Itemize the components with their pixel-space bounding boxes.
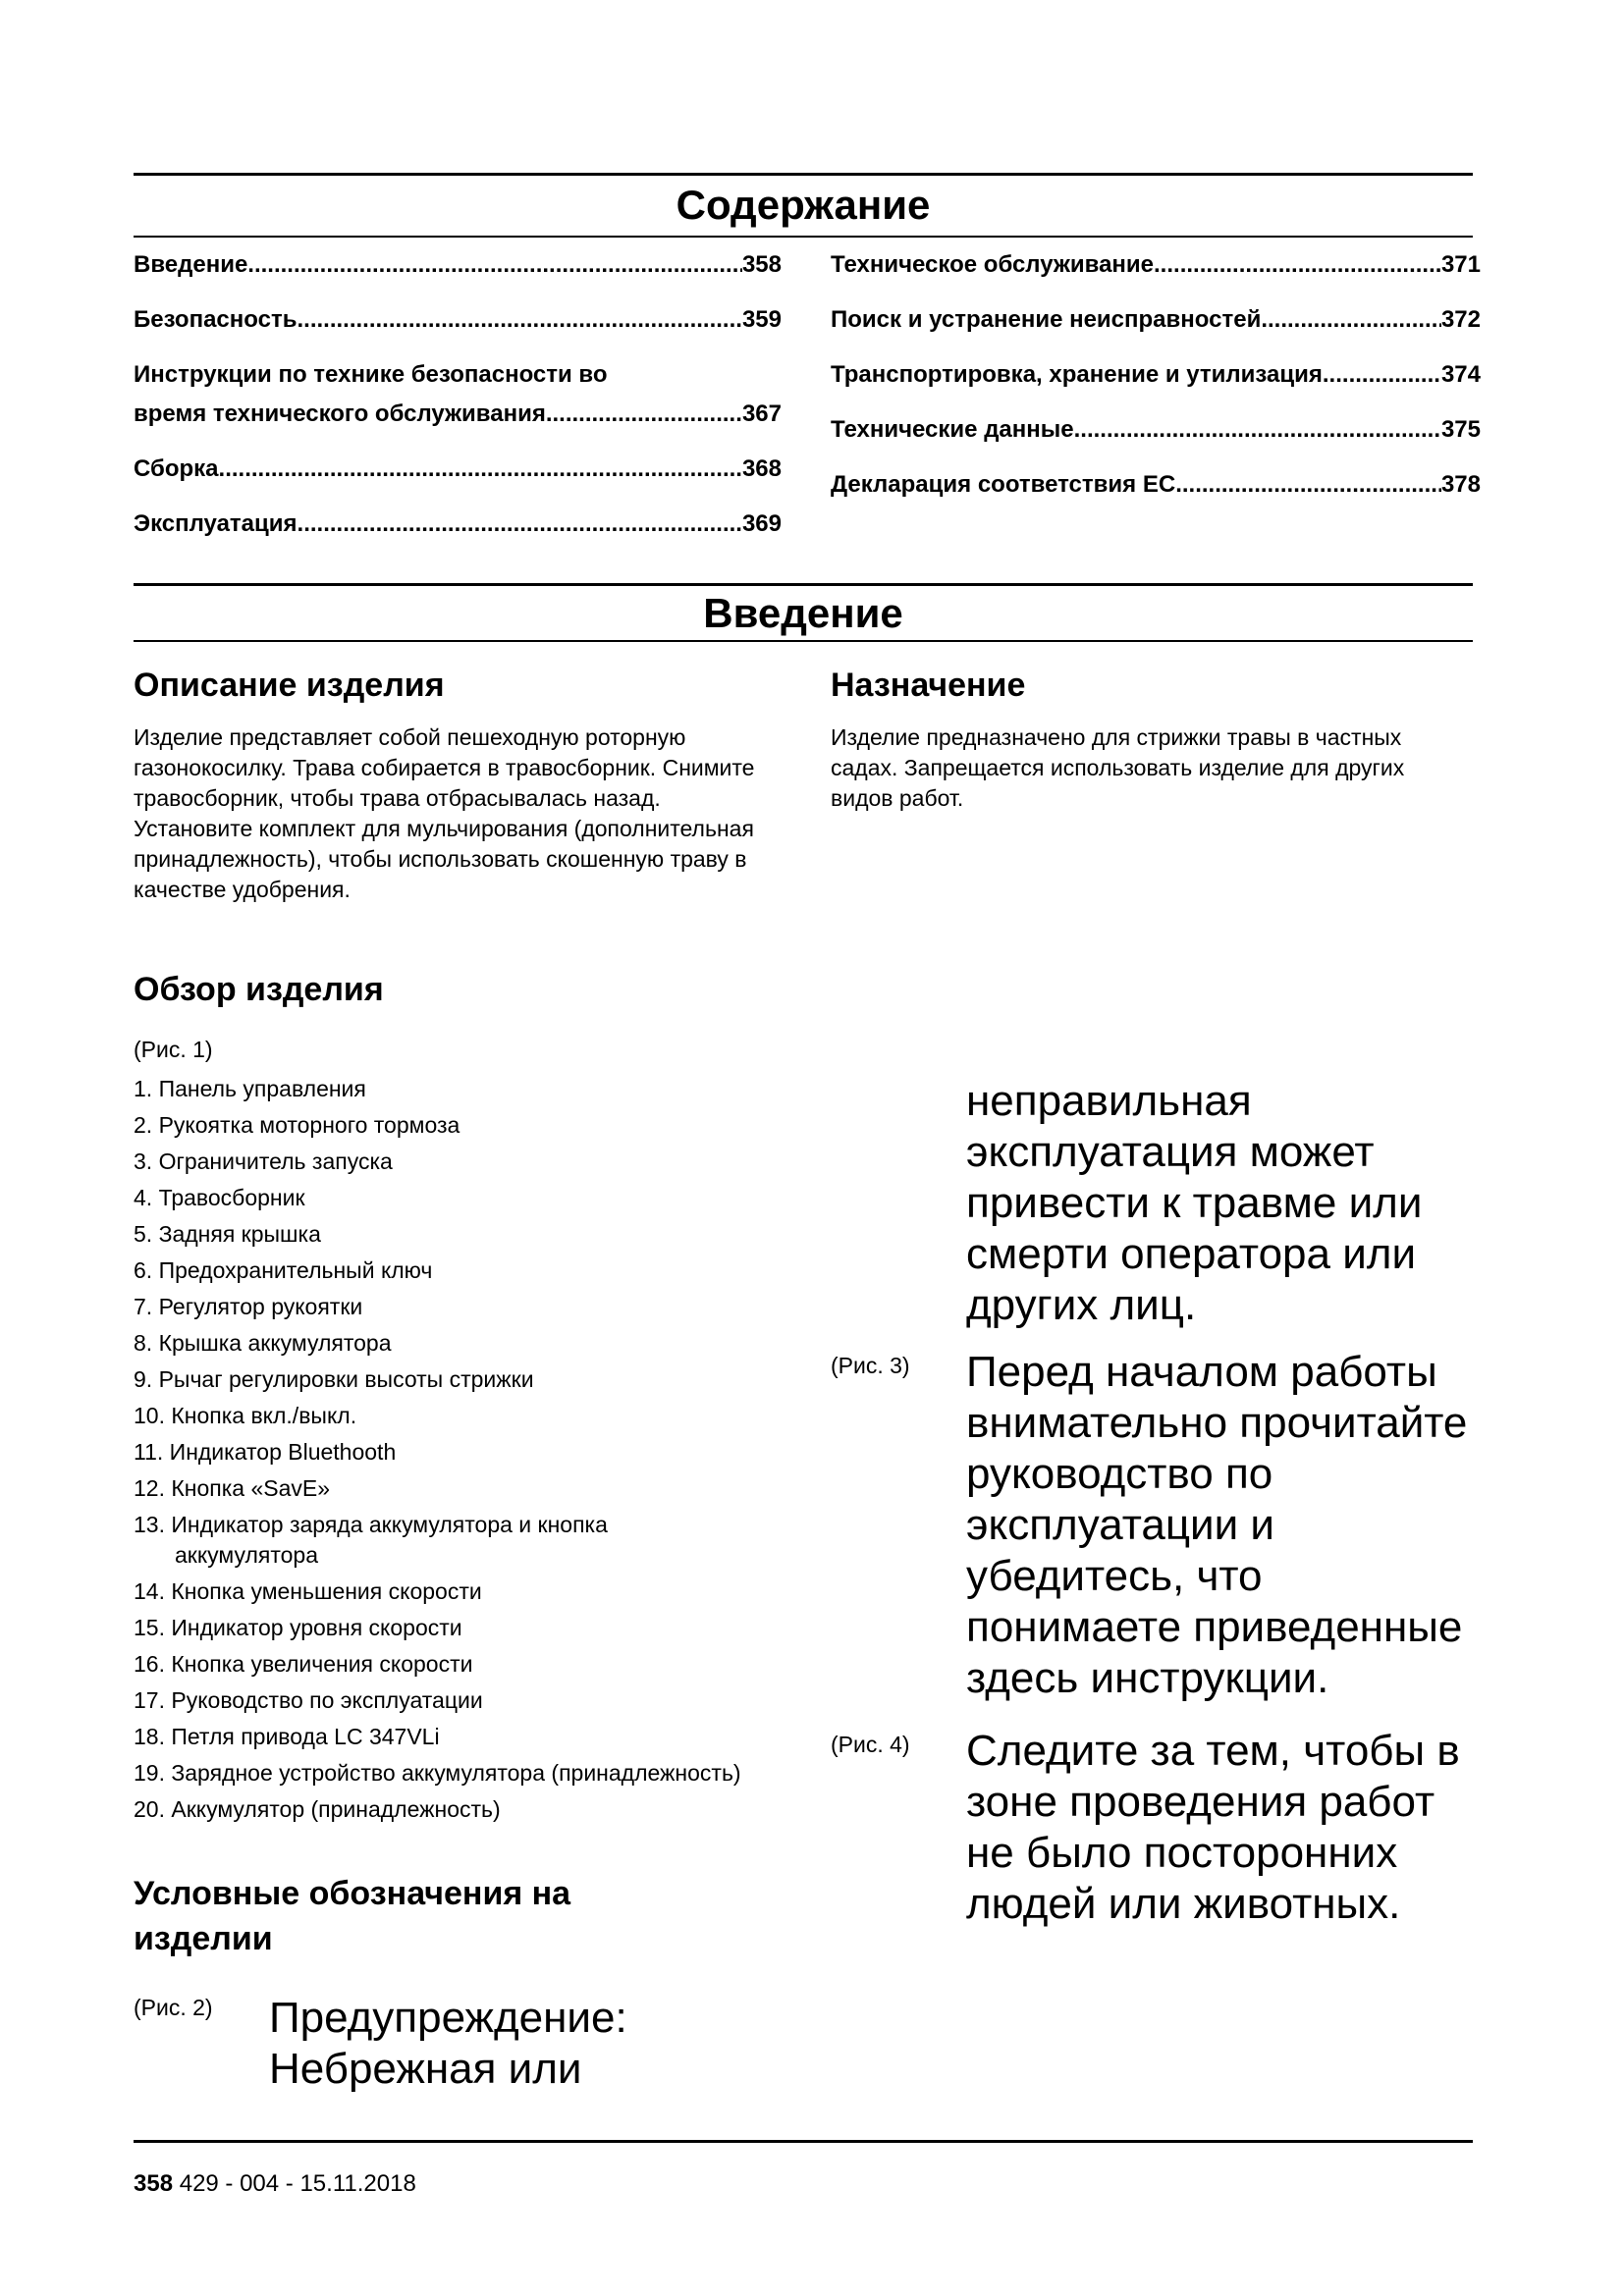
footer-doc-id: 429 - 004 - 15.11.2018 — [173, 2170, 416, 2197]
toc-entry-page: 375 — [1440, 416, 1481, 443]
intro-title: Введение — [703, 590, 903, 636]
list-item: 18. Петля привода LC 347VLi — [134, 1724, 440, 1749]
symbol-fig3-text: Перед началом работы внимательно прочитайте руководство по эксплуатации и убедитесь, что понимаете приведенные здесь инструкции. — [966, 1348, 1468, 1702]
page-footer — [134, 2169, 416, 2199]
toc-entry[interactable] — [831, 471, 1481, 499]
toc-entry-label: Введение — [134, 251, 248, 278]
symbol-fig2-ref: (Рис. 2) — [134, 1995, 213, 2020]
toc-entry[interactable] — [134, 251, 782, 279]
toc-entry-line2 — [134, 400, 782, 428]
toc-entry-page: 368 — [741, 455, 782, 482]
toc-right-column — [831, 251, 1481, 526]
toc-entry-label: Техническое обслуживание — [831, 251, 1155, 278]
toc-entry-label: Технические данные — [831, 416, 1074, 443]
list-item: 20. Аккумулятор (принадлежность) — [134, 1796, 501, 1822]
list-item: 7. Регулятор рукоятки — [134, 1294, 363, 1319]
toc-entry-label: Транспортировка, хранение и утилизация — [831, 361, 1323, 388]
footer-rule — [134, 2140, 1473, 2143]
toc-entry-page: 358 — [741, 251, 782, 278]
toc-entry-label: Сборка — [134, 455, 219, 482]
toc-entry-page: 371 — [1440, 251, 1481, 278]
symbol-fig2-text: Предупреждение: Небрежная или — [269, 1994, 627, 2093]
list-item: 2. Рукоятка моторного тормоза — [134, 1112, 460, 1138]
toc-entry[interactable] — [831, 361, 1481, 389]
list-item: 12. Кнопка «SavE» — [134, 1475, 331, 1501]
footer-page-number: 358 — [134, 2170, 174, 2197]
list-item: 5. Задняя крышка — [134, 1221, 321, 1247]
list-item: 1. Панель управления — [134, 1076, 366, 1101]
toc-entry-label: время технического обслуживания — [134, 400, 546, 427]
toc-entry-label-line1: Инструкции по технике безопасности во — [134, 361, 608, 388]
list-item: 10. Кнопка вкл./выкл. — [134, 1403, 357, 1428]
list-item: 9. Рычаг регулировки высоты стрижки — [134, 1366, 534, 1392]
toc-entry[interactable] — [134, 361, 782, 428]
toc-left-column — [134, 251, 782, 565]
list-item: 17. Руководство по эксплуатации — [134, 1687, 483, 1713]
intro-top-rule — [134, 583, 1473, 586]
list-item: 14. Кнопка уменьшения скорости — [134, 1578, 482, 1604]
list-item: 19. Зарядное устройство аккумулятора (принадлежность) — [134, 1760, 741, 1786]
toc-entry-label: Поиск и устранение неисправностей — [831, 306, 1262, 333]
toc-entry-page: 378 — [1440, 471, 1481, 498]
toc-title-rule — [134, 236, 1473, 238]
toc-entry-page: 369 — [741, 510, 782, 537]
list-item: 4. Травосборник — [134, 1185, 305, 1210]
symbol-fig2-continued: неправильная эксплуатация может привести к травме или смерти оператора или других лиц. — [966, 1077, 1423, 1329]
symbols-heading: Условные обозначения на изделии — [134, 1875, 571, 1957]
symbol-fig3-ref: (Рис. 3) — [831, 1353, 910, 1378]
toc-entry-page: 374 — [1440, 361, 1481, 388]
intro-title-rule — [134, 640, 1473, 642]
product-description-heading: Описание изделия — [134, 667, 445, 704]
toc-title: Содержание — [676, 182, 931, 228]
list-item: 11. Индикатор Bluethooth — [134, 1439, 397, 1465]
toc-entry-page: 372 — [1440, 306, 1481, 333]
toc-entry[interactable] — [134, 510, 782, 538]
product-description-text: Изделие представляет собой пешеходную роторную газонокосилку. Трава собирается в травосборник. Снимите травосборник, чтобы трава отбрасывалась назад. Установите комплект для мульчирования (дополнительная принадлежность), чтобы использовать скошенную траву в качестве удобрения. — [134, 724, 755, 902]
toc-entry[interactable] — [134, 306, 782, 334]
intended-use-heading: Назначение — [831, 667, 1026, 704]
toc-entry[interactable] — [831, 416, 1481, 444]
toc-entry-page: 367 — [741, 400, 782, 427]
symbol-fig4-text: Следите за тем, чтобы в зоне проведения работ не было посторонних людей или животных. — [966, 1727, 1460, 1928]
toc-top-rule — [134, 173, 1473, 176]
toc-entry[interactable] — [134, 455, 782, 483]
toc-entry[interactable] — [831, 306, 1481, 334]
intended-use-text: Изделие предназначено для стрижки травы в частных садах. Запрещается использовать изделие для других видов работ. — [831, 724, 1405, 811]
toc-entry-page: 359 — [741, 306, 782, 333]
product-overview-heading: Обзор изделия — [134, 971, 384, 1008]
list-item: 6. Предохранительный ключ — [134, 1257, 433, 1283]
overview-figure-ref: (Рис. 1) — [134, 1037, 213, 1062]
symbol-fig4-ref: (Рис. 4) — [831, 1732, 910, 1757]
list-item: 13. Индикатор заряда аккумулятора и кнопка аккумулятора — [134, 1512, 608, 1568]
toc-entry-label: Безопасность — [134, 306, 298, 333]
parts-list — [134, 1074, 742, 1831]
toc-entry-label: Эксплуатация — [134, 510, 298, 537]
list-item: 15. Индикатор уровня скорости — [134, 1615, 462, 1640]
toc-entry-label: Декларация соответствия ЕС — [831, 471, 1176, 498]
list-item: 8. Крышка аккумулятора — [134, 1330, 392, 1356]
toc-entry[interactable] — [831, 251, 1481, 279]
list-item: 3. Ограничитель запуска — [134, 1148, 393, 1174]
list-item: 16. Кнопка увеличения скорости — [134, 1651, 473, 1677]
